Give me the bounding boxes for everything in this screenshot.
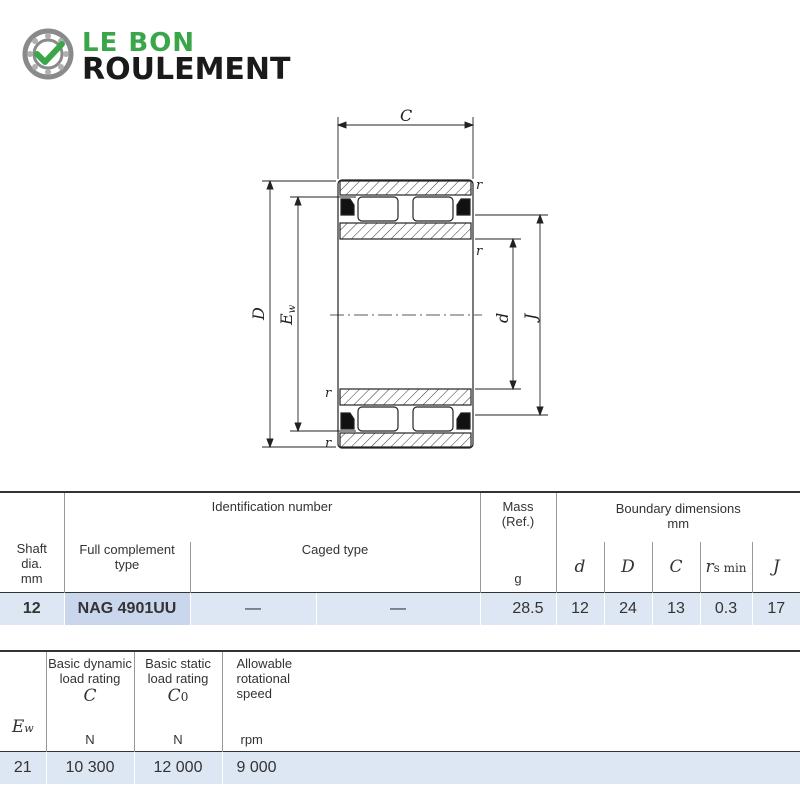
header-speed: Allowable rotational speed rpm [222,651,800,751]
bearing-drawing [0,95,800,465]
dimensions-table [0,491,800,625]
label-r-1: r [476,178,483,193]
cell-D: 24 [604,592,652,625]
label-d: d [493,312,512,323]
label-Ew: Ew [277,304,298,325]
header-boundary: Boundary dimensions mm [556,492,800,542]
header-col-r: rs min [700,542,752,592]
cell-mass: 28.5 [480,592,556,625]
cell-r: 0.3 [700,592,752,625]
brand-line1: LE BON [82,28,196,58]
header-identification: Identification number [64,492,480,542]
header-static: Basic static load rating C0 N [134,651,222,751]
header-caged: Caged type [190,542,480,592]
header-dynamic: Basic dynamic load rating C N [46,651,134,751]
cell-full-complement: NAG 4901UU [64,592,190,625]
cell-dynamic: 10 300 [46,751,134,784]
cell-ew: 21 [0,751,46,784]
load-rating-table [0,650,800,784]
header-col-C: C [652,542,700,592]
mass-unit: g [514,570,522,586]
cell-d: 12 [556,592,604,625]
header-mass: Mass (Ref.) g [480,492,556,592]
table-row [0,592,800,625]
label-r-3: r [325,386,332,401]
header-col-d: d [556,542,604,592]
table-row [0,751,800,784]
bearing-check-icon [22,28,74,80]
label-C: C [400,106,413,125]
header-col-D: D [604,542,652,592]
label-r-2: r [476,244,483,259]
label-D: D [249,307,268,320]
cell-caged-1: — [190,592,316,625]
header-full-complement: Full complement type [64,542,190,592]
cell-caged-2: — [316,592,480,625]
header-col-J: J [752,542,800,592]
brand-line2: ROULEMENT [82,52,291,87]
cell-speed: 9 000 [222,751,800,784]
cell-shaft: 12 [0,592,64,625]
brand-logo [22,26,302,86]
cell-J: 17 [752,592,800,625]
label-r-4: r [325,436,332,451]
label-J: J [521,313,540,320]
cell-static: 12 000 [134,751,222,784]
cell-C: 13 [652,592,700,625]
header-ew: Ew [0,651,46,751]
header-shaft: Shaft dia. mm [0,492,64,592]
